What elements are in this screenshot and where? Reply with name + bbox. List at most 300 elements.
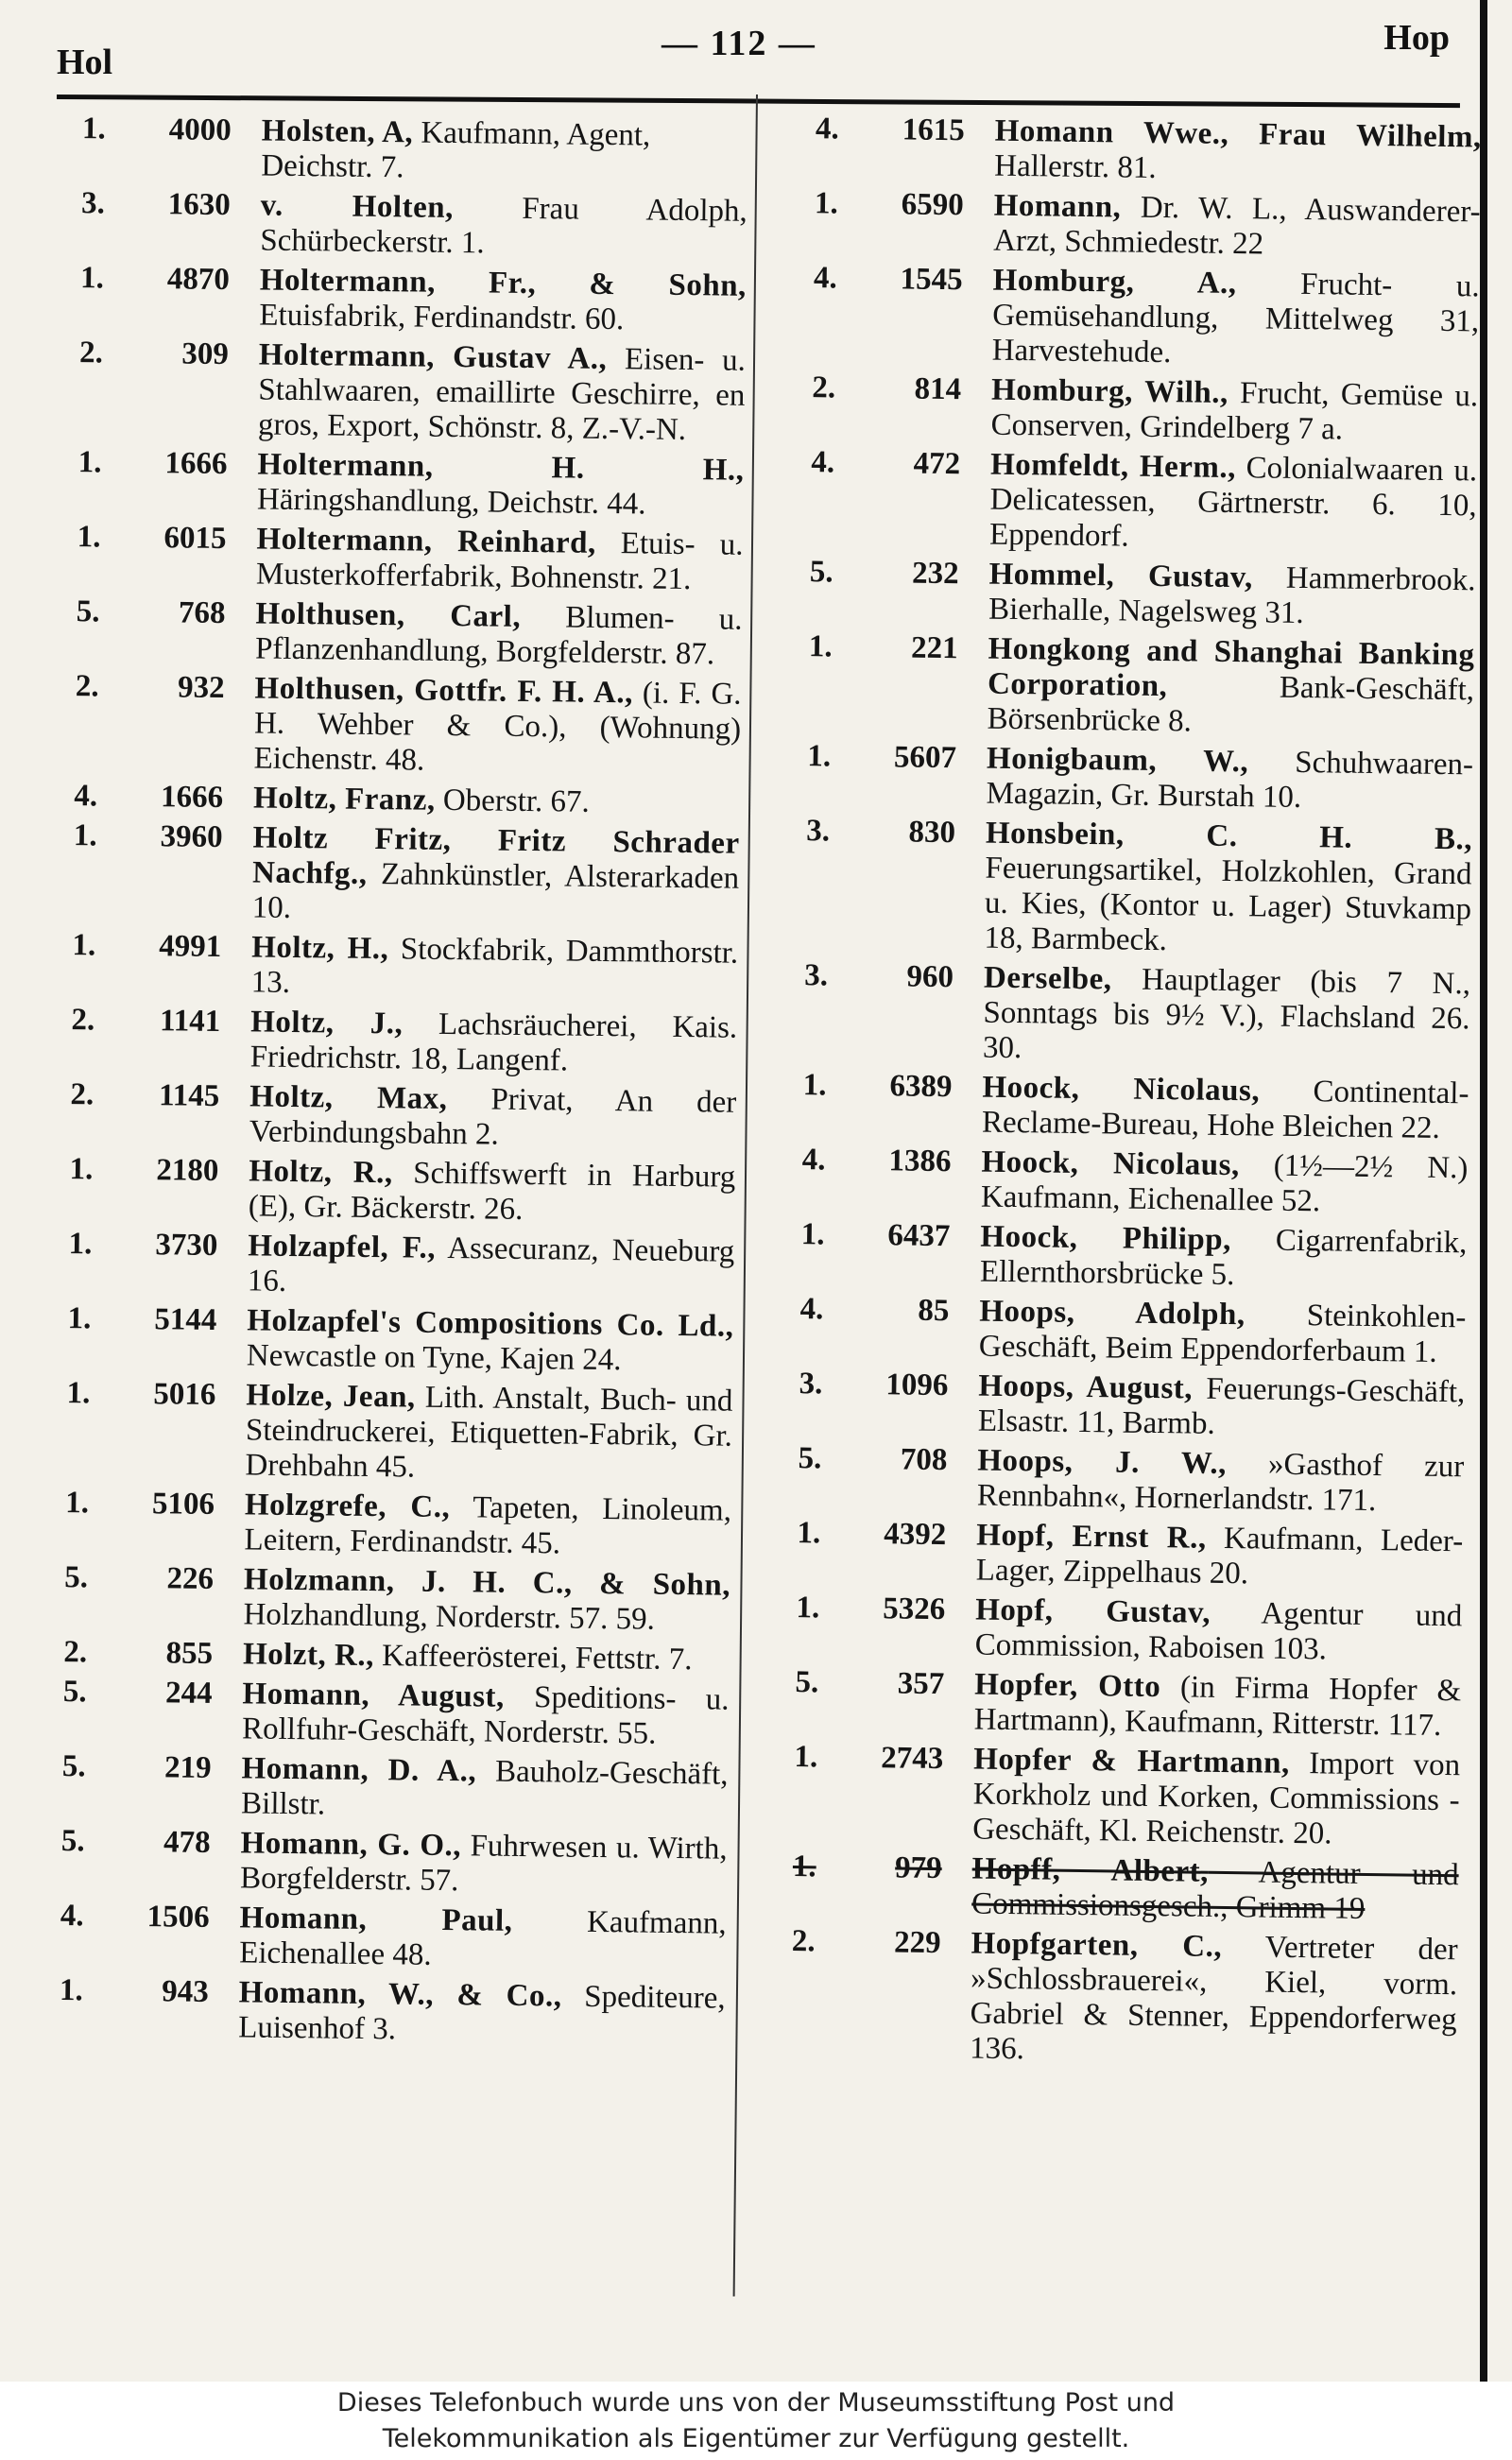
phone-number <box>785 1292 980 1365</box>
subscriber-name: Hommel, Gustav, <box>988 557 1253 595</box>
telephone-number: 472 <box>913 446 961 482</box>
exchange-zone: 1. <box>797 1516 821 1551</box>
telephone-number: 4392 <box>884 1517 947 1553</box>
subscriber-details: Hammerbrook. Bierhalle, Nagelsweg 31. <box>988 560 1476 631</box>
phone-number <box>782 1591 976 1663</box>
subscriber-details: Frucht- u. Gemüsehandlung, Mittelweg 31, Harvestehude. <box>991 267 1480 370</box>
directory-entry <box>55 1152 736 1230</box>
subscriber-name: Homann Wwe., Frau Wilhelm, <box>994 113 1482 155</box>
exchange-zone: 5. <box>62 1675 87 1710</box>
exchange-zone: 2. <box>63 1635 88 1670</box>
exchange-zone: 1. <box>65 1486 90 1521</box>
subscriber-details: Hallerstr. 81. <box>994 148 1157 185</box>
exchange-zone: 1. <box>68 1227 93 1262</box>
subscriber-details: Tapeten, Linoleum, Leitern, Ferdinandstr. 45. <box>244 1490 732 1561</box>
telephone-number: 219 <box>163 1750 212 1785</box>
directory-entry <box>63 445 745 524</box>
telephone-number: 1666 <box>164 446 228 482</box>
exchange-zone: 4. <box>811 445 835 480</box>
exchange-zone: 1. <box>802 1068 827 1103</box>
directory-entry <box>782 1516 1464 1594</box>
subscriber-name: Hongkong and Shanghai Banking Corporation, <box>987 631 1475 704</box>
subscriber-name: Holthusen, Carl, <box>255 596 522 634</box>
exchange-zone: 4. <box>815 112 839 146</box>
telephone-number: 6590 <box>901 187 964 223</box>
directory-entry <box>56 1077 737 1156</box>
telephone-number: 943 <box>161 1974 209 2009</box>
subscriber-name: Hopff, Albert, <box>971 1851 1210 1889</box>
entry-text <box>971 1852 1459 1929</box>
subscriber-details: Vertreter der »Schlossbrauerei«, Kiel, vorm. Gabriel & Stenner, Eppendorferweg 136. <box>969 1929 1458 2067</box>
subscriber-details: Frau Adolph, Schürbeckerstr. 1. <box>260 190 747 261</box>
subscriber-details: Schuhwaaren-Magazin, Gr. Burstah 10. <box>986 745 1474 815</box>
subscriber-name: Holtz, Franz, <box>252 781 436 817</box>
telephone-number: 244 <box>164 1676 213 1711</box>
telephone-number: 1545 <box>900 262 963 298</box>
exchange-zone: 4. <box>60 1899 84 1934</box>
entry-text <box>993 189 1481 266</box>
subscriber-details: Eisen- u. Stahlwaaren, emaillirte Geschirre, en gros, Export, Schönstr. 8, Z.-V.-N. <box>257 341 747 448</box>
subscriber-name: Hopfer, Otto <box>973 1667 1161 1705</box>
subscriber-name: Homburg, A., <box>992 263 1237 301</box>
entry-text <box>978 1369 1466 1446</box>
subscriber-name: Homfeldt, Herm., <box>989 447 1237 486</box>
directory-entry <box>799 186 1481 265</box>
subscriber-details: Hauptlager (bis 7 N., Sonntags bis 9½ V.), Flachsland 26. 30. <box>982 962 1471 1066</box>
directory-entry <box>67 112 748 190</box>
subscriber-name: Holtermann, H. H., <box>257 447 745 488</box>
subscriber-name: Hoops, August, <box>978 1368 1194 1406</box>
subscriber-details: (1½—2½ N.) Kaufmann, Eichenallee 52. <box>980 1148 1469 1219</box>
subscriber-name: Hoops, Adolph, <box>979 1294 1246 1333</box>
telephone-number: 5326 <box>883 1591 946 1627</box>
telephone-number: 855 <box>165 1636 214 1671</box>
telephone-number: 478 <box>163 1825 211 1860</box>
phone-number <box>57 1003 251 1075</box>
telephone-number: 229 <box>893 1925 941 1961</box>
subscriber-details: Assecuranz, Neueburg 16. <box>247 1230 735 1299</box>
exchange-zone: 1. <box>796 1591 820 1626</box>
telephone-number: 232 <box>911 556 959 592</box>
entry-text <box>249 1079 737 1155</box>
entry-text <box>259 263 747 338</box>
entry-text <box>977 1444 1465 1521</box>
exchange-zone: 1. <box>800 1217 825 1252</box>
telephone-number: 1630 <box>167 187 232 223</box>
directory-entry <box>782 1591 1463 1669</box>
telephone-number: 3960 <box>160 819 223 855</box>
phone-number <box>779 1740 973 1848</box>
subscriber-name: Holtz, Max, <box>249 1079 448 1116</box>
subscriber-name: Holtermann, Reinhard, <box>256 522 596 560</box>
exchange-zone: 4. <box>801 1143 826 1178</box>
directory-entry <box>54 1227 735 1305</box>
entry-text <box>244 1488 731 1563</box>
phone-number <box>792 739 987 812</box>
subscriber-name: Hoops, J. W., <box>977 1443 1228 1482</box>
exchange-zone: 1. <box>79 261 105 296</box>
exchange-zone: 1. <box>808 629 833 664</box>
subscriber-name: v. Holten, <box>260 188 455 225</box>
exchange-zone: 3. <box>804 958 829 993</box>
entry-text <box>249 1154 736 1230</box>
phone-number <box>60 779 253 817</box>
directory-entry <box>45 1899 727 1977</box>
entry-text <box>970 1927 1458 2073</box>
subscriber-name: Hoock, Nicolaus, <box>981 1144 1240 1183</box>
entry-text <box>241 1751 729 1827</box>
subscriber-name: Hoock, Nicolaus, <box>982 1070 1261 1109</box>
directory-entry <box>796 445 1477 559</box>
entry-text <box>245 1378 732 1488</box>
exchange-zone: 1. <box>66 1376 91 1411</box>
telephone-number: 1145 <box>158 1078 220 1114</box>
phone-number <box>45 1899 240 1970</box>
exchange-zone: 1. <box>807 739 832 774</box>
entry-text <box>242 1677 730 1752</box>
subscriber-name: Holtermann, Fr., & Sohn, <box>259 263 747 303</box>
subscriber-details: Häringshandlung, Deichstr. 44. <box>256 482 646 522</box>
subscriber-name: Honsbein, C. H. B., <box>985 816 1473 857</box>
exchange-zone: 1. <box>77 445 102 480</box>
phone-number <box>789 958 984 1066</box>
subscriber-name: Homann, Paul, <box>239 1901 513 1938</box>
subscriber-details: Speditions- u. Rollfuhr-Geschäft, Norderstr. 55. <box>241 1679 730 1751</box>
phone-number <box>798 261 992 369</box>
subscriber-details: Agentur und Commission, Raboisen 103. <box>974 1595 1463 1667</box>
phone-number <box>67 112 262 183</box>
telephone-number: 4991 <box>158 929 222 965</box>
telephone-number: 814 <box>914 371 962 407</box>
directory-entry <box>46 1824 728 1902</box>
entry-text <box>247 1303 734 1379</box>
subscriber-details: Dr. W. L., Auswanderer-Arzt, Schmiedestr. 22 <box>992 190 1481 262</box>
phone-number <box>782 1516 977 1589</box>
phone-number <box>56 1077 250 1149</box>
telephone-number: 221 <box>910 630 958 666</box>
phone-number <box>65 261 260 333</box>
subscriber-name: Holzgrefe, C., <box>244 1488 451 1525</box>
exchange-zone: 1. <box>77 520 101 555</box>
directory-entry <box>779 1740 1460 1853</box>
telephone-number: 309 <box>181 336 230 372</box>
entry-text <box>253 671 741 782</box>
exchange-zone: 5. <box>64 1560 89 1595</box>
phone-number <box>800 112 995 184</box>
phone-number <box>795 555 989 628</box>
entry-text <box>991 264 1479 375</box>
directory-entry <box>785 1292 1467 1370</box>
subscriber-details: Steinkohlen-Geschäft, Beim Eppendorferbaum 1. <box>978 1298 1467 1369</box>
subscriber-details: Bauholz-Geschäft, Billstr. <box>240 1754 729 1822</box>
phone-number <box>54 1227 249 1299</box>
directory-entry <box>64 335 746 449</box>
subscriber-name: Holzt, R., <box>242 1637 375 1674</box>
footer-line-1: Dieses Telefonbuch wurde uns von der Museumsstiftung Post und <box>336 2388 1176 2417</box>
subscriber-details: Privat, An der Verbindungsbahn 2. <box>249 1081 737 1152</box>
entry-text <box>975 1593 1463 1670</box>
phone-number <box>793 629 988 737</box>
entry-text <box>260 188 747 264</box>
phone-number <box>62 520 257 592</box>
entry-text <box>983 961 1470 1073</box>
entry-text <box>990 373 1478 450</box>
subscriber-details: Blumen- u. Pflanzenhandlung, Borgfelderstr. 87. <box>254 599 743 672</box>
telephone-number: 2180 <box>156 1153 219 1189</box>
telephone-number: 226 <box>166 1561 215 1596</box>
entry-text <box>256 522 744 597</box>
directory-entry <box>59 818 740 932</box>
subscriber-details: (in Firma Hopfer & Hartmann), Kaufmann, Ritterstr. 117. <box>973 1670 1462 1744</box>
subscriber-details: Feuerungsartikel, Holzkohlen, Grand u. Kies, (Kontor u. Lager) Stuvkamp 18, Barmbeck. <box>984 851 1472 958</box>
telephone-number: 5016 <box>153 1377 216 1413</box>
subscriber-details: Zahnkünstler, Alsterarkaden 10. <box>251 856 740 925</box>
directory-entry <box>786 1217 1468 1296</box>
exchange-zone: 3. <box>80 186 106 221</box>
directory-entry <box>795 555 1476 633</box>
entry-text <box>973 1668 1461 1745</box>
directory-entry <box>787 1143 1469 1221</box>
entry-text <box>251 820 739 931</box>
subscriber-name: Hopf, Ernst R., <box>976 1518 1207 1556</box>
subscriber-details: Holzhandlung, Norderstr. 57. 59. <box>243 1597 656 1637</box>
entry-text <box>251 930 739 1006</box>
directory-entry <box>61 594 743 673</box>
subscriber-details: Agentur und Commissionsgesch., Grimm 19 <box>971 1854 1459 1926</box>
directory-entry <box>788 1068 1469 1146</box>
telephone-number: 5607 <box>893 740 957 776</box>
exchange-zone: 5. <box>798 1441 822 1476</box>
subscriber-details: Stockfabrik, Dammthorstr. 13. <box>250 932 739 1000</box>
telephone-number: 960 <box>906 959 954 995</box>
telephone-number: 2743 <box>880 1741 944 1777</box>
header-right-keyword: Hop <box>1383 18 1450 58</box>
entry-text <box>987 632 1474 744</box>
directory-entry <box>65 261 747 339</box>
subscriber-name: Hopfgarten, C., <box>971 1926 1223 1964</box>
telephone-number: 85 <box>918 1293 950 1329</box>
right-column <box>776 112 1482 2077</box>
phone-number <box>48 1675 243 1746</box>
entry-text <box>258 337 746 448</box>
subscriber-details: Lith. Anstalt, Buch- und Steindruckerei, Etiquetten-Fabrik, Gr. Drehbahn 45. <box>245 1380 733 1485</box>
subscriber-name: Holzmann, J. H. C., & Sohn, <box>243 1562 731 1603</box>
exchange-zone: 1. <box>814 186 838 221</box>
entry-text <box>981 1145 1469 1222</box>
phone-number <box>66 186 261 258</box>
telephone-number: 5144 <box>154 1302 217 1338</box>
directory-entry <box>48 1675 730 1753</box>
subscriber-name: Holtz, H., <box>250 930 389 967</box>
subscriber-name: Hopfer & Hartmann, <box>972 1742 1290 1780</box>
subscriber-details: Etuis- u. Musterkofferfabrik, Bohnenstr. 21. <box>255 525 744 597</box>
subscriber-details: Kaufmann, Agent, Deichstr. 7. <box>261 115 651 185</box>
subscriber-details: Import von Korkholz und Korken, Commissions - Geschäft, Kl. Reichenstr. 20. <box>971 1746 1461 1851</box>
phone-number <box>59 818 253 925</box>
telephone-number: 1096 <box>885 1368 949 1403</box>
exchange-zone: 1. <box>67 1301 92 1336</box>
entry-text <box>250 1005 738 1080</box>
directory-entry <box>49 1560 730 1639</box>
exchange-zone: 2. <box>791 1924 816 1959</box>
entry-text <box>980 1220 1468 1297</box>
subscriber-name: Derselbe, <box>983 960 1112 997</box>
directory-entry <box>58 928 739 1006</box>
phone-number <box>51 1376 246 1483</box>
subscriber-name: Holtz Fritz, Fritz Schrader Nachfg., <box>251 820 740 891</box>
exchange-zone: 2. <box>78 335 104 370</box>
telephone-number: 830 <box>908 815 956 851</box>
phone-number <box>50 1486 245 1557</box>
subscriber-details: Cigarrenfabrik, Ellernthorsbrücke 5. <box>979 1223 1468 1293</box>
phone-number <box>776 1924 971 2067</box>
directory-entry <box>790 814 1472 962</box>
page-number: — 112 — <box>662 24 816 63</box>
exchange-zone: 5. <box>809 555 833 590</box>
directory-entry <box>792 739 1473 817</box>
page-header <box>57 17 1455 83</box>
phone-number <box>46 1824 241 1896</box>
directory-entry <box>789 958 1470 1072</box>
directory-entry <box>784 1367 1466 1445</box>
telephone-number: 357 <box>897 1666 945 1702</box>
exchange-zone: 1. <box>59 1973 83 2008</box>
exchange-zone: 2. <box>71 1003 95 1038</box>
page-edge-border <box>1480 0 1487 2382</box>
directory-entry <box>783 1441 1465 1520</box>
directory-entry <box>53 1301 734 1380</box>
entry-text <box>257 447 745 523</box>
subscriber-details: Kaffeerösterei, Fettstr. 7. <box>373 1639 693 1677</box>
entry-text <box>239 1901 727 1976</box>
telephone-number: 4870 <box>166 262 231 298</box>
subscriber-name: Hopf, Gustav, <box>975 1592 1211 1630</box>
subscriber-name: Homann, W., & Co., <box>238 1975 562 2014</box>
exchange-zone: 5. <box>795 1665 819 1700</box>
subscriber-details: Kaufmann, Leder-Lager, Zippelhaus 20. <box>975 1521 1464 1591</box>
entry-text <box>240 1826 728 1901</box>
phone-number <box>55 1152 249 1224</box>
footer-line-2: Telekommunikation als Eigentümer zur Verfügung gestellt. <box>382 2424 1130 2453</box>
telephone-number: 1141 <box>159 1004 221 1040</box>
subscriber-details: Feuerungs-Geschäft, Elsastr. 11, Barmb. <box>977 1371 1466 1441</box>
exchange-zone: 1. <box>792 1849 816 1884</box>
exchange-zone: 4. <box>813 261 837 296</box>
subscriber-name: Honigbaum, W., <box>986 741 1249 780</box>
exchange-zone: 5. <box>76 594 100 629</box>
telephone-number: 4000 <box>168 112 232 148</box>
entry-text <box>243 1637 730 1677</box>
directory-entry <box>62 520 744 598</box>
phone-number <box>787 1143 982 1215</box>
subscriber-details: Etuisfabrik, Ferdinandstr. 60. <box>259 298 625 337</box>
phone-number <box>60 669 254 776</box>
telephone-number: 5106 <box>151 1487 215 1522</box>
telephone-number: 768 <box>178 595 226 631</box>
subscriber-name: Holtz, R., <box>249 1154 393 1191</box>
phone-number <box>786 1217 981 1290</box>
telephone-number: 1666 <box>160 780 224 816</box>
subscriber-name: Holsten, A, <box>261 113 414 150</box>
entry-text <box>253 781 740 821</box>
subscriber-details: Fuhrwesen u. Wirth, Borgfelderstr. 57. <box>239 1829 728 1899</box>
directory-entry <box>776 1924 1458 2073</box>
exchange-zone: 1. <box>81 112 106 146</box>
subscriber-details: Continental-Reclame-Bureau, Hohe Bleichen 22. <box>981 1074 1469 1145</box>
exchange-zone: 2. <box>812 370 836 405</box>
subscriber-name: Holzapfel's Compositions Co. Ld., <box>247 1303 734 1344</box>
entry-text <box>989 448 1477 559</box>
telephone-number: 932 <box>177 670 225 706</box>
subscriber-name: Holzapfel, F., <box>248 1229 437 1265</box>
directory-entry <box>60 669 741 783</box>
phone-number <box>783 1441 978 1514</box>
telephone-number: 3730 <box>155 1228 218 1264</box>
telephone-number: 1506 <box>146 1900 210 1935</box>
subscriber-name: Holtermann, Gustav A., <box>258 337 608 376</box>
subscriber-name: Holthusen, Gottfr. F. H. A., <box>254 671 634 711</box>
entry-text <box>982 1071 1469 1147</box>
directory-entry <box>49 1635 730 1678</box>
exchange-zone: 5. <box>60 1824 85 1859</box>
phone-number <box>778 1849 972 1922</box>
phone-number <box>64 335 259 442</box>
entry-text <box>984 817 1472 963</box>
phone-number <box>784 1367 979 1439</box>
exchange-zone: 1. <box>69 1152 94 1187</box>
exchange-zone: 4. <box>74 779 98 814</box>
exchange-zone: 2. <box>75 669 99 704</box>
directory-entry <box>51 1376 732 1489</box>
exchange-zone: 4. <box>799 1292 824 1327</box>
subscriber-details: Bank-Geschäft, Börsenbrücke 8. <box>987 669 1475 739</box>
exchange-zone: 1. <box>794 1740 818 1775</box>
subscriber-name: Homann, G. O., <box>240 1826 462 1864</box>
subscriber-details: (i. F. G. H. Wehber & Co.), (Wohnung) Eichenstr. 48. <box>253 676 742 778</box>
entry-text <box>986 742 1473 818</box>
phone-number <box>799 186 994 259</box>
entry-text <box>243 1562 730 1638</box>
phone-number <box>796 445 990 553</box>
directory-entry <box>781 1665 1462 1744</box>
directory-entry <box>778 1849 1459 1928</box>
directory-entry <box>797 370 1478 449</box>
directory-entry <box>50 1486 731 1564</box>
entry-text <box>976 1519 1464 1595</box>
telephone-number: 979 <box>894 1850 942 1886</box>
subscriber-details: Oberstr. 67. <box>435 783 591 819</box>
telephone-number: 1386 <box>888 1144 952 1179</box>
subscriber-name: Homann, August, <box>242 1677 506 1714</box>
exchange-zone: 2. <box>70 1077 94 1112</box>
phone-number <box>49 1635 243 1673</box>
phone-number <box>58 928 252 1000</box>
directory-entry <box>57 1003 738 1081</box>
subscriber-name: Hoock, Philipp, <box>980 1219 1232 1258</box>
exchange-zone: 1. <box>72 928 96 963</box>
entry-text <box>255 596 743 672</box>
phone-number <box>63 445 258 517</box>
header-rule <box>57 95 1460 108</box>
exchange-zone: 5. <box>61 1749 86 1784</box>
subscriber-details: Colonialwaaren u. Delicatessen, Gärtnerstr. 6. 10, Eppendorf. <box>988 451 1478 554</box>
phone-number <box>49 1560 244 1632</box>
entry-text <box>238 1975 726 2051</box>
phone-number <box>797 370 991 443</box>
footer-notice <box>0 2382 1512 2460</box>
exchange-zone: 3. <box>806 814 831 849</box>
phone-number <box>790 814 986 956</box>
